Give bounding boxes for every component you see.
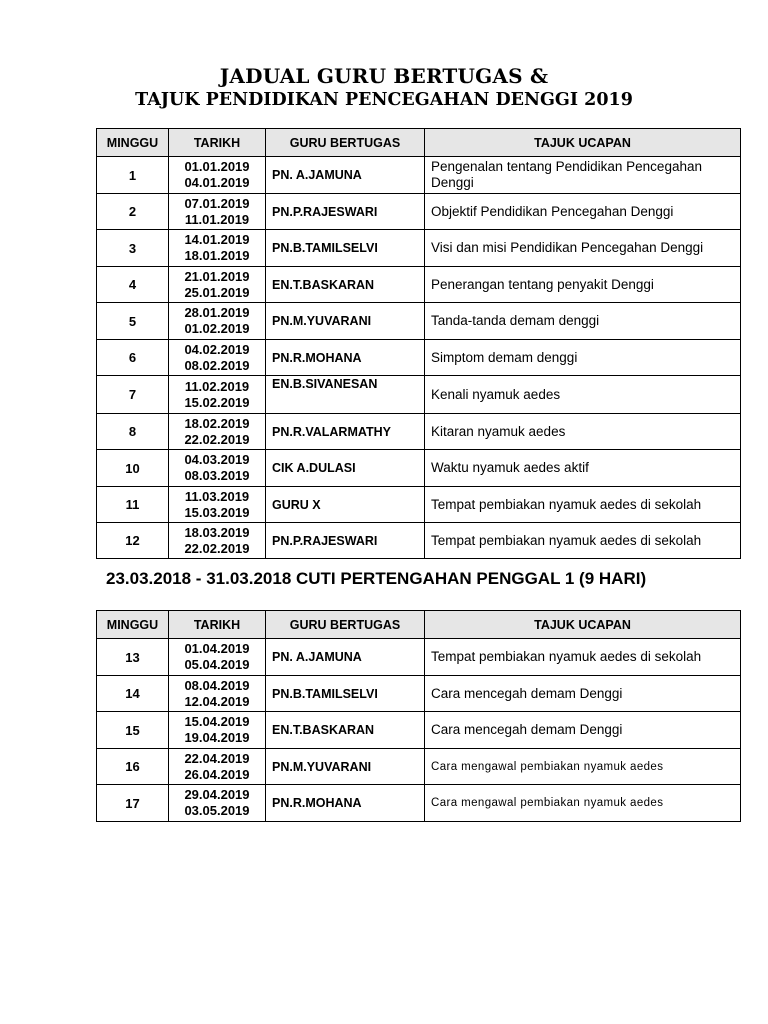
topic-cell: Visi dan misi Pendidikan Pencegahan Denggi xyxy=(425,230,741,267)
table-row xyxy=(97,414,741,450)
header-minggu: MINGGU xyxy=(97,611,169,639)
page-title: JADUAL GURU BERTUGAS & xyxy=(219,64,549,88)
date-cell xyxy=(169,487,266,523)
topic-cell: Tempat pembiakan nyamuk aedes di sekolah xyxy=(425,487,741,523)
table-row xyxy=(97,303,741,340)
date-end: 03.05.2019 xyxy=(184,803,250,818)
teacher-cell: PN.M.YUVARANI xyxy=(266,749,425,785)
date-cell xyxy=(169,785,266,822)
teacher-cell: EN.T.BASKARAN xyxy=(266,267,425,303)
date-start: 18.02.2019 xyxy=(184,415,250,431)
date-start: 21.01.2019 xyxy=(184,268,250,284)
date-cell xyxy=(169,712,266,749)
topic-cell: Penerangan tentang penyakit Denggi xyxy=(425,267,741,303)
date-cell xyxy=(169,749,266,785)
date-end: 12.04.2019 xyxy=(184,693,250,709)
teacher-cell: PN.M.YUVARANI xyxy=(266,303,425,340)
header-tajuk-ucapan: TAJUK UCAPAN xyxy=(425,129,741,157)
date-start: 18.03.2019 xyxy=(184,524,250,540)
table-row xyxy=(97,157,741,194)
topic-cell: Waktu nyamuk aedes aktif xyxy=(425,450,741,487)
date-end: 15.02.2019 xyxy=(184,394,250,410)
week-cell: 13 xyxy=(97,639,169,676)
topic-cell: Kitaran nyamuk aedes xyxy=(425,414,741,450)
header-tarikh: TARIKH xyxy=(169,611,266,639)
teacher-cell: PN.R.MOHANA xyxy=(266,340,425,376)
topic-cell: Tempat pembiakan nyamuk aedes di sekolah xyxy=(425,639,741,676)
table-row xyxy=(97,523,741,559)
date-start: 07.01.2019 xyxy=(184,195,250,211)
topic-cell: Cara mencegah demam Denggi xyxy=(425,676,741,712)
header-guru-bertugas: GURU BERTUGAS xyxy=(266,129,425,157)
table-row xyxy=(97,676,741,712)
week-cell: 10 xyxy=(97,450,169,487)
date-end: 18.01.2019 xyxy=(184,248,250,263)
date-end: 22.02.2019 xyxy=(184,431,250,447)
date-end: 11.01.2019 xyxy=(184,211,250,227)
topic-cell: Objektif Pendidikan Pencegahan Denggi xyxy=(425,194,741,230)
week-cell: 16 xyxy=(97,749,169,785)
date-cell xyxy=(169,676,266,712)
date-end: 08.02.2019 xyxy=(184,357,250,373)
teacher-cell: PN. A.JAMUNA xyxy=(266,639,425,676)
week-cell: 17 xyxy=(97,785,169,822)
week-cell: 15 xyxy=(97,712,169,749)
date-end: 25.01.2019 xyxy=(184,284,250,300)
teacher-cell: EN.T.BASKARAN xyxy=(266,712,425,749)
date-start: 01.01.2019 xyxy=(184,159,250,174)
date-end: 01.02.2019 xyxy=(184,321,250,336)
date-end: 05.04.2019 xyxy=(184,657,250,672)
teacher-cell: EN.B.SIVANESAN xyxy=(266,376,425,414)
topic-cell: Simptom demam denggi xyxy=(425,340,741,376)
week-cell: 2 xyxy=(97,194,169,230)
header-tajuk-ucapan: TAJUK UCAPAN xyxy=(425,611,741,639)
date-start: 15.04.2019 xyxy=(184,714,250,729)
week-cell: 11 xyxy=(97,487,169,523)
week-cell: 14 xyxy=(97,676,169,712)
date-start: 11.03.2019 xyxy=(184,488,250,504)
date-end: 15.03.2019 xyxy=(184,504,250,520)
date-cell xyxy=(169,157,266,194)
date-end: 04.01.2019 xyxy=(184,175,250,190)
teacher-cell: PN.R.MOHANA xyxy=(266,785,425,822)
table-row xyxy=(97,487,741,523)
date-cell xyxy=(169,230,266,267)
week-cell: 8 xyxy=(97,414,169,450)
schedule-table-term-2 xyxy=(96,610,741,822)
week-cell: 6 xyxy=(97,340,169,376)
date-start: 04.03.2019 xyxy=(184,452,250,467)
date-start: 01.04.2019 xyxy=(184,641,250,656)
date-cell xyxy=(169,303,266,340)
table-header-row xyxy=(97,611,741,639)
date-cell xyxy=(169,376,266,414)
date-cell xyxy=(169,340,266,376)
date-cell xyxy=(169,523,266,559)
teacher-cell: GURU X xyxy=(266,487,425,523)
teacher-cell: PN.P.RAJESWARI xyxy=(266,523,425,559)
topic-cell: Pengenalan tentang Pendidikan Pencegahan Denggi xyxy=(425,157,741,194)
date-cell xyxy=(169,639,266,676)
week-cell: 4 xyxy=(97,267,169,303)
teacher-cell: PN.B.TAMILSELVI xyxy=(266,676,425,712)
teacher-cell: PN.R.VALARMATHY xyxy=(266,414,425,450)
table-row xyxy=(97,376,741,414)
teacher-cell: PN. A.JAMUNA xyxy=(266,157,425,194)
topic-cell: Tanda-tanda demam denggi xyxy=(425,303,741,340)
topic-cell: Cara mengawal pembiakan nyamuk aedes xyxy=(425,785,741,822)
table-row xyxy=(97,340,741,376)
week-cell: 7 xyxy=(97,376,169,414)
date-start: 04.02.2019 xyxy=(184,341,250,357)
topic-cell: Cara mengawal pembiakan nyamuk aedes xyxy=(425,749,741,785)
table-row xyxy=(97,267,741,303)
page-subtitle: TAJUK PENDIDIKAN PENCEGAHAN DENGGI 2019 xyxy=(135,90,633,110)
date-end: 22.02.2019 xyxy=(184,540,250,556)
schedule-table-term-1 xyxy=(96,128,741,559)
date-start: 29.04.2019 xyxy=(184,787,250,802)
date-cell xyxy=(169,450,266,487)
table-row xyxy=(97,712,741,749)
week-cell: 12 xyxy=(97,523,169,559)
date-start: 28.01.2019 xyxy=(184,305,250,320)
header-guru-bertugas: GURU BERTUGAS xyxy=(266,611,425,639)
date-start: 11.02.2019 xyxy=(184,378,250,394)
date-start: 22.04.2019 xyxy=(184,750,250,766)
date-cell xyxy=(169,267,266,303)
topic-cell: Tempat pembiakan nyamuk aedes di sekolah xyxy=(425,523,741,559)
week-cell: 1 xyxy=(97,157,169,194)
table-row xyxy=(97,230,741,267)
topic-cell: Cara mencegah demam Denggi xyxy=(425,712,741,749)
date-end: 08.03.2019 xyxy=(184,468,250,483)
date-start: 08.04.2019 xyxy=(184,677,250,693)
date-end: 26.04.2019 xyxy=(184,766,250,782)
table-row xyxy=(97,785,741,822)
teacher-cell: PN.B.TAMILSELVI xyxy=(266,230,425,267)
date-start: 14.01.2019 xyxy=(184,232,250,247)
week-cell: 5 xyxy=(97,303,169,340)
table-header-row xyxy=(97,129,741,157)
header-tarikh: TARIKH xyxy=(169,129,266,157)
topic-cell: Kenali nyamuk aedes xyxy=(425,376,741,414)
teacher-cell: PN.P.RAJESWARI xyxy=(266,194,425,230)
date-cell xyxy=(169,414,266,450)
table-row xyxy=(97,749,741,785)
holiday-note: 23.03.2018 - 31.03.2018 CUTI PERTENGAHAN PENGGAL 1 (9 HARI) xyxy=(106,569,647,588)
teacher-cell: CIK A.DULASI xyxy=(266,450,425,487)
table-row xyxy=(97,639,741,676)
date-end: 19.04.2019 xyxy=(184,730,250,745)
table-row xyxy=(97,450,741,487)
week-cell: 3 xyxy=(97,230,169,267)
date-cell xyxy=(169,194,266,230)
table-row xyxy=(97,194,741,230)
header-minggu: MINGGU xyxy=(97,129,169,157)
